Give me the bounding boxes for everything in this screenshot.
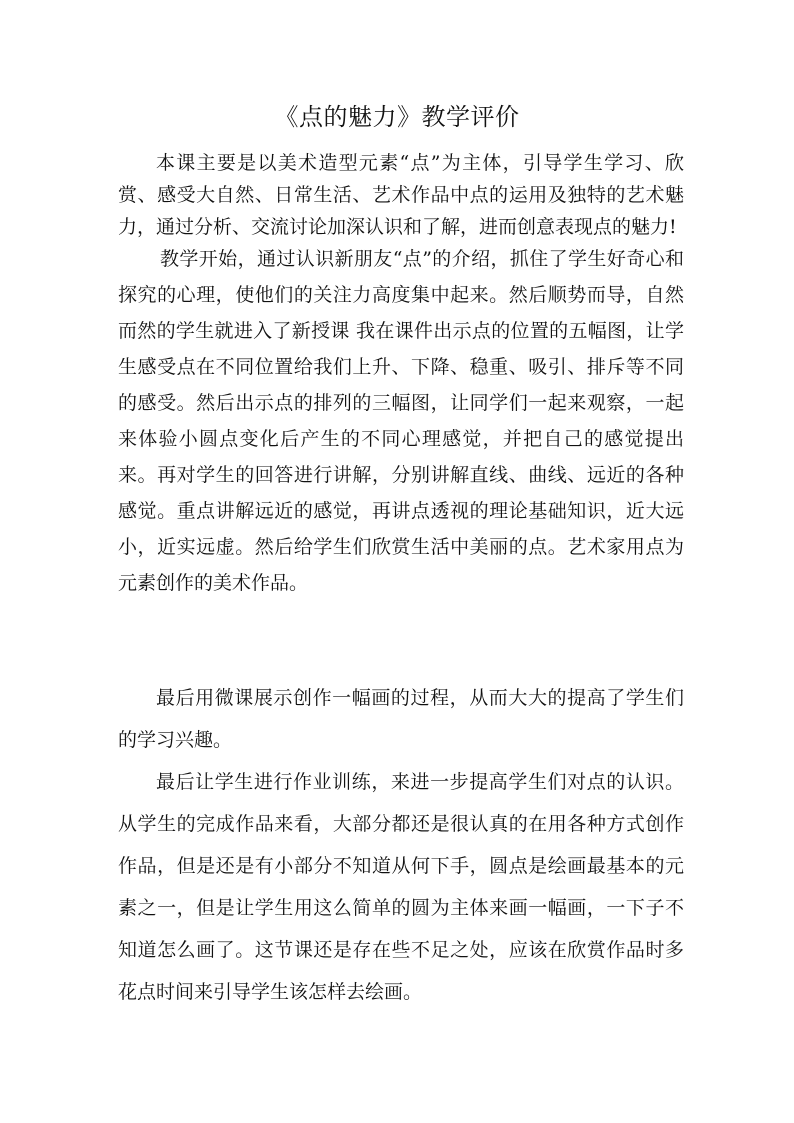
paragraph-micro-lesson: 最后用微课展示创作一幅画的过程，从而大大的提高了学生们的学习兴趣。 [118, 687, 684, 751]
paragraph-intro: 本课主要是以美术造型元素“点”为主体，引导学生学习、欣赏、感受大自然、日常生活、艺术作品中点的运用及独特的艺术魅力，通过分析、交流讨论加深认识和了解，进而创意表现点的魅力! [118, 152, 684, 238]
page-title: 《点的魅力》教学评价 [274, 103, 520, 131]
paragraph-reflection: 最后让学生进行作业训练，来进一步提高学生们对点的认识。从学生的完成作品来看，大部分都还是很认真的在用各种方式创作作品，但是还是有小部分不知道从何下手，圆点是绘画最基本的元素之一，但是让学生用这么简单的圆为主体来画一幅画，一下子不知道怎么画了。这节课还是存在些不足之处，应该在欣赏作品时多花点时间来引导学生该怎样去绘画。 [118, 771, 684, 1003]
paragraph-teaching-process: 教学开始，通过认识新朋友“点”的介绍，抓住了学生好奇心和探究的心理，使他们的关注力高度集中起来。然后顺势而导，自然而然的学生就进入了新授课 我在课件出示点的位置的五幅图，让学生感受点在不同位置给我们上升、下降、稳重、吸引、排斥等不同的感受。然后出示点的排列的三幅图，让同学们一起来观察，一起来体验小圆点变化后产生的不同心理感觉，并把自己的感觉提出来。再对学生的回答进行讲解，分别讲解直线、曲线、远近的各种感觉。重点讲解远近的感觉，再讲点透视的理论基础知识，近大远小，近实远虚。然后给学生们欣赏生活中美丽的点。艺术家用点为元素创作的美术作品。 [118, 248, 684, 594]
